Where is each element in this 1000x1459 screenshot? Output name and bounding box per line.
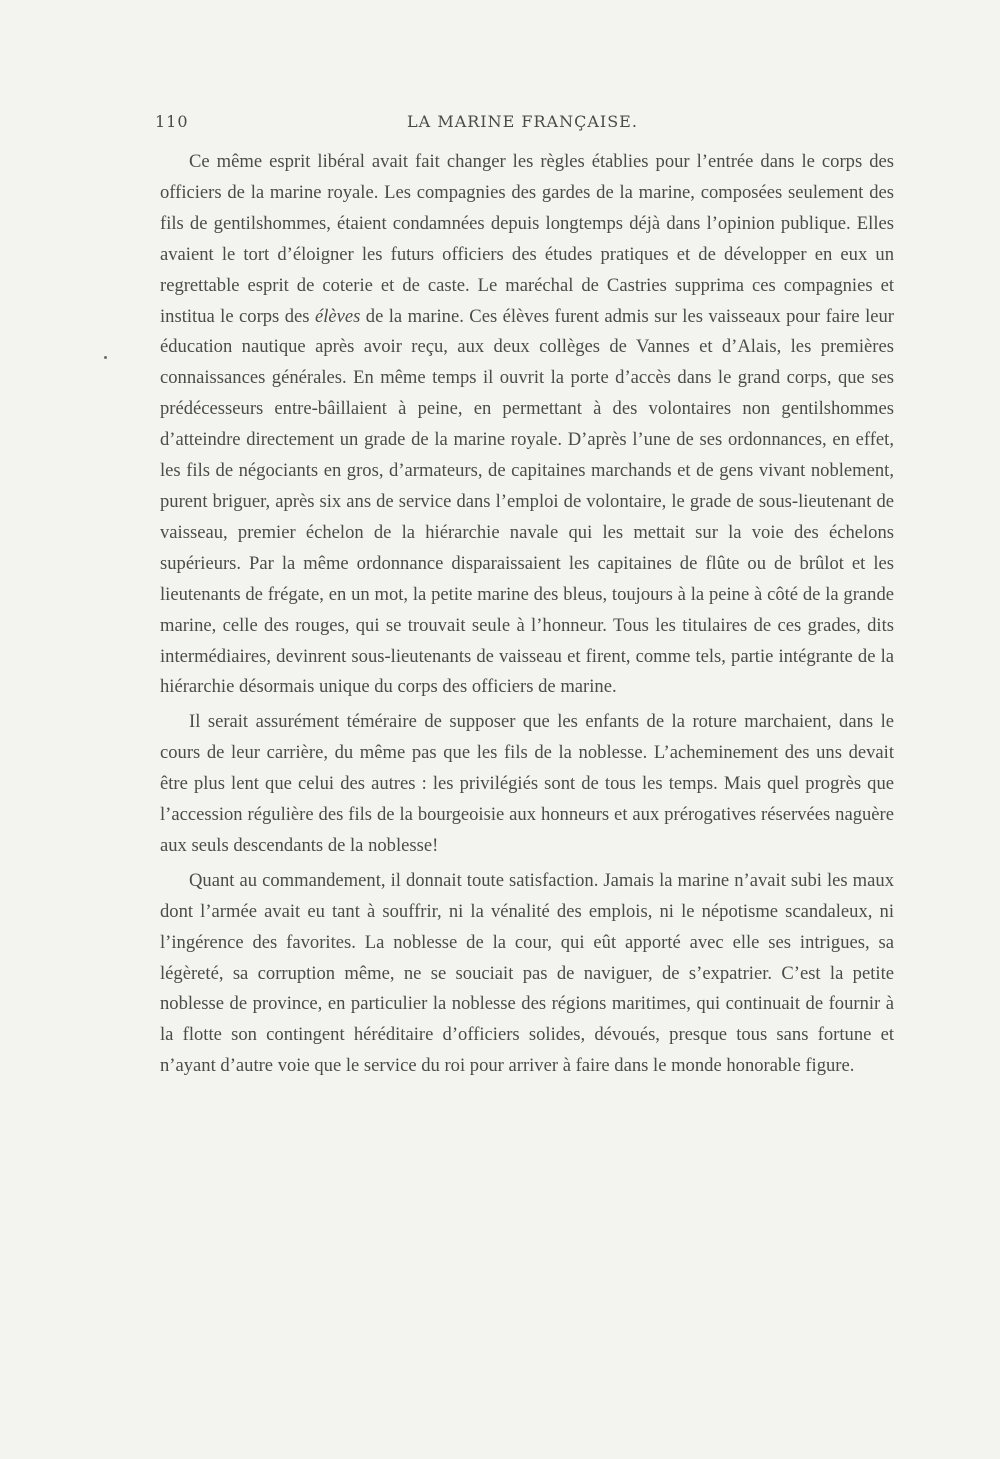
paper-speck [104, 356, 107, 359]
paragraph-roture: Il serait assurément téméraire de supposer que les enfants de la roture marchaient, dans le cours de leur carrière, du même pas que les fils de la noblesse. L’acheminement des uns devait être plus lent que celui des autres : les privilégiés sont de tous les temps. Mais quel progrès que l’accession régulière des fils de la bourgeoisie aux honneurs et aux prérogatives réservées naguère aux seuls descendants de la noblesse! [160, 711, 894, 856]
italic-term-eleves: élèves [314, 305, 361, 327]
running-title: LA MARINE FRANÇAISE. [407, 112, 638, 131]
body-text [160, 147, 894, 1086]
paragraph-1-part-1: Ce même esprit libéral avait fait changer les règles établies pour l’entrée dans le corps des officiers de la marine royale. Les compagnies des gardes de la marine, composées seulement des fils de gentilshommes, étaient condamnées depuis longtemps déjà dans l’opinion publique. Elles avaient le tort d’éloigner les futurs officiers des études pratiques et de développer en eux un regrettable esprit de coterie et de caste. Le maréchal de Castries supprima ces compagnies et institua le corps des [160, 151, 894, 327]
paragraph-1-part-2: de la marine. Ces élèves furent admis sur les vaisseaux pour faire leur éducation nautique après avoir reçu, aux deux collèges de Vannes et d’Alais, les premières connaissances générales. En même temps il ouvrit la porte d’accès dans le grand corps, que ses prédécesseurs entre-bâillaient à peine, en permettant à des volontaires non gentilshommes d’atteindre directement un grade de la marine royale. D’après l’une de ses ordonnances, en effet, les fils de négociants en gros, d’armateurs, de capitaines marchands et de gens vivant noblement, purent briguer, après six ans de service dans l’emploi de volontaire, le grade de sous-lieutenant de vaisseau, premier échelon de la hiérarchie navale qui les mettait sur la voie des échelons supérieurs. Par la même ordonnance disparaissaient les capitaines de flûte ou de brûlot et les lieutenants de frégate, en un mot, la petite marine des bleus, toujours à la peine à côté de la grande marine, celle des rouges, qui se trouvait seule à l’honneur. Tous les titulaires de ces grades, dits intermédiaires, devinrent sous-lieutenants de vaisseau et firent, comme tels, partie intégrante de la hiérarchie désormais unique du corps des officiers de marine. [160, 305, 894, 698]
running-head [155, 112, 890, 136]
page-number: 110 [155, 112, 189, 131]
paragraph-officers-entry [160, 147, 894, 703]
paragraph-commandement: Quant au commandement, il donnait toute satisfaction. Jamais la marine n’avait subi les maux dont l’armée avait eu tant à souffrir, ni la vénalité des emplois, ni le népotisme scandaleux, ni l’ingérence des favorites. La noblesse de la cour, qui eût apporté avec elle ses intrigues, sa légèreté, sa corruption même, ne se souciait pas de naviguer, de s’expatrier. C’est la petite noblesse de province, en particulier la noblesse des régions maritimes, qui continuait de fournir à la flotte son contingent héréditaire d’officiers solides, dévoués, presque tous sans fortune et n’ayant d’autre voie que le service du roi pour arriver à faire dans le monde honorable figure. [160, 869, 894, 1077]
